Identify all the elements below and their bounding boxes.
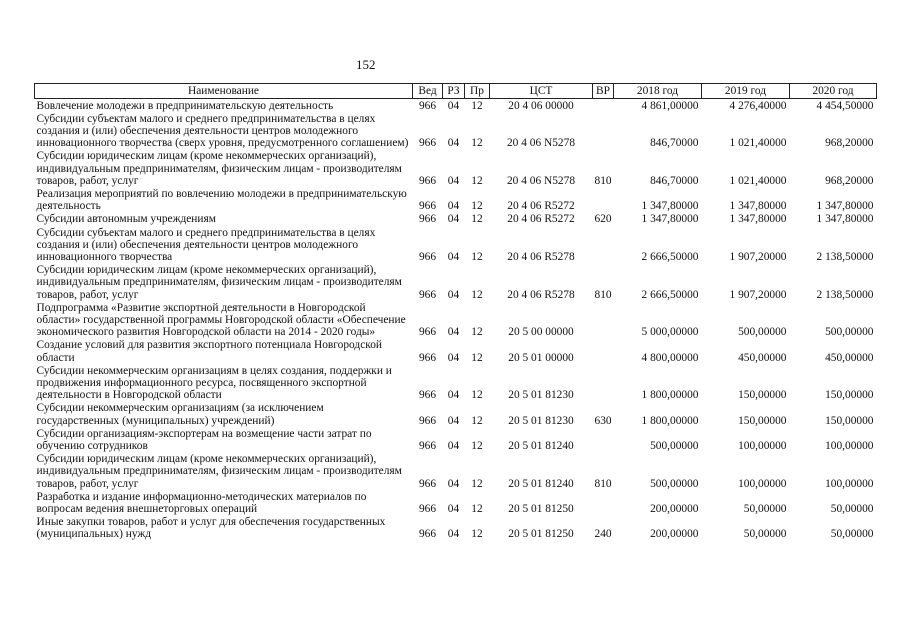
cell-name: Субсидии юридическим лицам (кроме некоммерческих организаций), индивидуальным предпринимателям, физическим лицам - производителям товаров, работ, услуг <box>36 453 402 490</box>
cell-name: Субсидии юридическим лицам (кроме некоммерческих организаций), индивидуальным предпринимателям, физическим лицам - производителям товаров, работ, услуг <box>36 150 402 187</box>
cell-rz: 04 <box>447 503 460 515</box>
cell-pr: 12 <box>471 200 483 213</box>
cell-cst: 20 4 06 R5278 <box>507 288 575 301</box>
cell-2020: 100,00000 <box>825 477 874 490</box>
cell-cst: 20 5 01 81230 <box>508 414 574 427</box>
cell-pr: 12 <box>471 213 483 226</box>
cell-rz: 04 <box>447 99 460 112</box>
cell-2018: 5 000,00000 <box>641 326 699 339</box>
cell-pr: 12 <box>471 99 483 112</box>
cell-cst: 20 4 06 R5272 <box>507 213 575 226</box>
header-pr: Пр <box>465 84 490 99</box>
cell-cst: 20 4 06 N5278 <box>506 137 576 150</box>
cell-cst: 20 5 01 81240 <box>508 439 574 452</box>
header-2020: 2020 год <box>790 84 877 99</box>
cell-2018: 500,00000 <box>650 439 699 452</box>
cell-vr: 620 <box>594 213 612 226</box>
cell-2019: 4 276,40000 <box>729 99 787 112</box>
cell-2018: 4 861,00000 <box>641 99 699 112</box>
table-row <box>35 339 877 364</box>
cell-cst: 20 5 01 81230 <box>508 389 574 402</box>
cell-2018: 2 666,50000 <box>641 250 699 263</box>
table-row <box>35 402 877 427</box>
cell-2020: 150,00000 <box>825 414 874 427</box>
cell-vr <box>593 112 614 150</box>
cell-name: Подпрограмма «Развитие экспортной деятельности в Новгородской области» государственной программы Новгородской области «Обеспечение экономического развития Новгородской области на 2014 - 2020 годы» <box>36 301 406 339</box>
cell-vr <box>593 364 614 402</box>
cell-rz: 04 <box>447 137 460 150</box>
cell-name: Иные закупки товаров, работ и услуг для обеспечения государственных (муниципальных) нужд <box>36 516 386 541</box>
cell-ved: 966 <box>418 351 437 364</box>
cell-ved: 966 <box>418 477 437 490</box>
cell-pr: 12 <box>471 503 483 515</box>
table-header-row <box>35 84 877 99</box>
cell-name: Субсидии организациям-экспортерам на возмещение части затрат по обучению сотрудников <box>36 427 372 452</box>
cell-2020: 150,00000 <box>825 389 874 402</box>
cell-2018: 200,00000 <box>650 528 699 541</box>
cell-pr: 12 <box>471 137 483 150</box>
cell-ved: 966 <box>418 99 437 112</box>
cell-name: Создание условий для развития экспортного потенциала Новгородской области <box>36 339 383 364</box>
table-row <box>35 453 877 491</box>
cell-cst: 20 5 01 81250 <box>508 528 574 541</box>
cell-2018: 846,70000 <box>650 174 699 187</box>
table-row <box>35 213 877 226</box>
cell-pr: 12 <box>471 414 483 427</box>
cell-ved: 966 <box>418 503 437 515</box>
cell-2019: 450,00000 <box>738 351 787 364</box>
cell-rz: 04 <box>447 213 460 226</box>
cell-2019: 1 907,20000 <box>729 288 787 301</box>
header-ved: Вед <box>413 84 443 99</box>
cell-vr <box>593 339 614 364</box>
cell-2020: 2 138,50000 <box>816 288 874 301</box>
cell-2020: 50,00000 <box>830 503 874 515</box>
cell-rz: 04 <box>447 351 460 364</box>
cell-cst: 20 4 06 R5272 <box>507 200 575 213</box>
table-row <box>35 150 877 188</box>
cell-pr: 12 <box>471 326 483 339</box>
cell-ved: 966 <box>418 528 437 541</box>
cell-2018: 846,70000 <box>650 137 699 150</box>
cell-ved: 966 <box>418 250 437 263</box>
header-cst: ЦСТ <box>490 84 593 99</box>
cell-vr <box>593 490 614 515</box>
cell-vr <box>593 99 614 113</box>
cell-2018: 200,00000 <box>650 503 699 515</box>
cell-rz: 04 <box>447 174 460 187</box>
cell-2020: 1 347,80000 <box>816 200 874 213</box>
cell-pr: 12 <box>471 389 483 402</box>
cell-2019: 150,00000 <box>738 414 787 427</box>
page-number: 152 <box>356 57 376 72</box>
table-row <box>35 516 877 541</box>
cell-cst: 20 4 06 R5278 <box>507 250 575 263</box>
cell-2018: 2 666,50000 <box>641 288 699 301</box>
cell-ved: 966 <box>418 288 437 301</box>
cell-cst: 20 4 06 00000 <box>508 99 574 112</box>
cell-vr <box>593 427 614 452</box>
cell-2018: 1 800,00000 <box>641 414 699 427</box>
cell-2019: 1 347,80000 <box>729 200 787 213</box>
cell-2019: 1 021,40000 <box>729 137 787 150</box>
cell-name: Субсидии некоммерческим организациям (за исключением государственных (муниципальных) учреждений) <box>36 402 324 427</box>
cell-name: Субсидии субъектам малого и среднего предпринимательства в целях создания и (или) обеспечения деятельности центров молодежного инновационного творчества (сверх уровня, предусмотренного соглашением) <box>36 112 409 150</box>
cell-pr: 12 <box>471 351 483 364</box>
cell-cst: 20 5 01 00000 <box>508 351 574 364</box>
cell-vr: 810 <box>594 174 612 187</box>
table-row <box>35 364 877 402</box>
table-row <box>35 264 877 302</box>
table-row <box>35 187 877 212</box>
cell-vr <box>593 226 614 264</box>
cell-ved: 966 <box>418 326 437 339</box>
cell-2019: 1 347,80000 <box>729 213 787 226</box>
cell-2019: 100,00000 <box>738 439 787 452</box>
cell-cst: 20 5 01 81250 <box>508 503 574 515</box>
table-row <box>35 490 877 515</box>
cell-2020: 500,00000 <box>825 326 874 339</box>
cell-2018: 500,00000 <box>650 477 699 490</box>
header-rz: РЗ <box>443 84 465 99</box>
cell-ved: 966 <box>418 213 437 226</box>
cell-pr: 12 <box>471 528 483 541</box>
cell-cst: 20 5 00 00000 <box>508 326 574 339</box>
header-2019: 2019 год <box>702 84 790 99</box>
cell-name: Субсидии некоммерческим организациям в целях создания, поддержки и продвижения информационного ресурса, посвященного экспортной деятельности в Новгородской области <box>36 364 392 402</box>
cell-ved: 966 <box>418 200 437 213</box>
cell-ved: 966 <box>418 137 437 150</box>
table-row <box>35 112 877 150</box>
cell-pr: 12 <box>471 174 483 187</box>
cell-2020: 968,20000 <box>825 137 874 150</box>
cell-vr: 810 <box>594 477 612 490</box>
header-vr: ВР <box>593 84 614 99</box>
cell-vr <box>593 187 614 212</box>
cell-ved: 966 <box>418 389 437 402</box>
cell-ved: 966 <box>418 174 437 187</box>
cell-2019: 1 021,40000 <box>729 174 787 187</box>
cell-name: Разработка и издание информационно-методических материалов по вопросам ведения внешнеторговых операций <box>36 490 367 515</box>
cell-rz: 04 <box>447 250 460 263</box>
cell-2019: 150,00000 <box>738 389 787 402</box>
cell-vr: 810 <box>594 288 612 301</box>
cell-ved: 966 <box>418 439 437 452</box>
cell-2018: 1 347,80000 <box>641 200 699 213</box>
cell-rz: 04 <box>447 477 460 490</box>
cell-cst: 20 4 06 N5278 <box>506 174 576 187</box>
cell-rz: 04 <box>447 288 460 301</box>
cell-2019: 500,00000 <box>738 326 787 339</box>
cell-rz: 04 <box>447 389 460 402</box>
cell-2018: 1 347,80000 <box>641 213 699 226</box>
cell-cst: 20 5 01 81240 <box>508 477 574 490</box>
header-2018: 2018 год <box>614 84 702 99</box>
cell-2020: 1 347,80000 <box>816 213 874 226</box>
cell-rz: 04 <box>447 326 460 339</box>
cell-rz: 04 <box>447 439 460 452</box>
cell-rz: 04 <box>447 528 460 541</box>
cell-2019: 1 907,20000 <box>729 250 787 263</box>
table-row <box>35 301 877 339</box>
cell-2020: 968,20000 <box>825 174 874 187</box>
cell-name: Субсидии субъектам малого и среднего предпринимательства в целях создания и (или) обеспечения деятельности центров молодежного инновационного творчества <box>36 226 376 263</box>
table-row <box>35 226 877 264</box>
cell-2019: 50,00000 <box>743 528 787 541</box>
cell-name: Субсидии автономным учреждениям <box>36 213 216 226</box>
cell-2020: 4 454,50000 <box>816 99 874 112</box>
cell-vr <box>593 301 614 339</box>
cell-rz: 04 <box>447 200 460 213</box>
cell-vr: 240 <box>594 528 612 541</box>
cell-ved: 966 <box>418 414 437 427</box>
header-name: Наименование <box>35 84 413 99</box>
cell-2018: 1 800,00000 <box>641 389 699 402</box>
cell-pr: 12 <box>471 288 483 301</box>
cell-pr: 12 <box>471 477 483 490</box>
cell-2018: 4 800,00000 <box>641 351 699 364</box>
cell-rz: 04 <box>447 414 460 427</box>
cell-2020: 50,00000 <box>830 528 874 541</box>
cell-2020: 100,00000 <box>825 439 874 452</box>
cell-2019: 100,00000 <box>738 477 787 490</box>
cell-pr: 12 <box>471 439 483 452</box>
cell-2019: 50,00000 <box>743 503 787 515</box>
cell-pr: 12 <box>471 250 483 263</box>
cell-2020: 2 138,50000 <box>816 250 874 263</box>
table-row <box>35 427 877 452</box>
budget-table <box>34 83 877 541</box>
cell-name: Субсидии юридическим лицам (кроме некоммерческих организаций), индивидуальным предпринимателям, физическим лицам - производителям товаров, работ, услуг <box>36 264 402 301</box>
table-row <box>35 99 877 113</box>
cell-vr: 630 <box>594 414 612 427</box>
cell-name: Реализация мероприятий по вовлечению молодежи в предпринимательскую деятельность <box>36 187 407 213</box>
cell-2020: 450,00000 <box>825 351 874 364</box>
cell-name: Вовлечение молодежи в предпринимательскую деятельность <box>36 99 334 112</box>
